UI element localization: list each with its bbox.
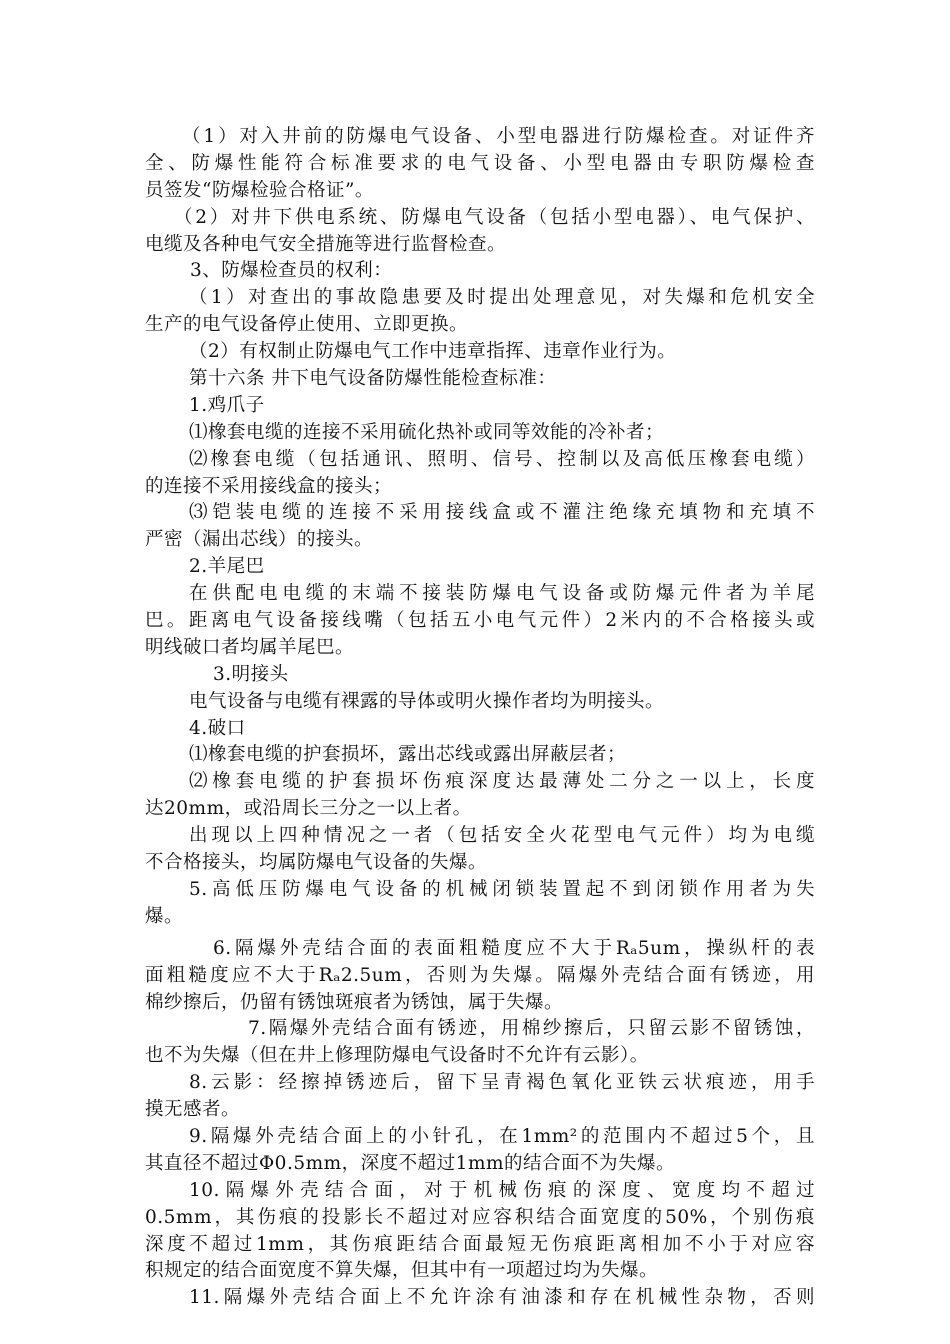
paragraph-line: ⑵橡套电缆（包括通讯、照明、信号、控制以及高低压橡套电缆）	[189, 448, 815, 470]
item-heading: 1.鸡爪子	[189, 394, 265, 416]
paragraph-line: 生产的电气设备停止使用、立即更换。	[145, 314, 469, 336]
paragraph-line: 达20mm，或沿周长三分之一以上者。	[145, 798, 472, 820]
paragraph-line: 电缆及各种电气安全措施等进行监督检查。	[145, 233, 507, 255]
paragraph-line: ⑵橡套电缆的护套损坏伤痕深度达最薄处二分之一以上，长度	[189, 771, 815, 793]
paragraph-line: （1）对入井前的防爆电气设备、小型电器进行防爆检查。对证件齐	[182, 126, 815, 147]
paragraph-line: 的连接不采用接线盒的接头；	[145, 475, 393, 497]
paragraph-line: ⑶铠装电缆的连接不采用接线盒或不灌注绝缘充填物和充填不	[189, 502, 815, 524]
paragraph-line: 全、防爆性能符合标准要求的电气设备、小型电器由专职防爆检查	[145, 152, 815, 174]
paragraph-line: 摸无感者。	[145, 1099, 241, 1121]
paragraph-line: ⑴橡套电缆的护套损坏，露出芯线或露出屏蔽层者；	[189, 744, 627, 766]
document-body	[145, 124, 815, 1312]
item-heading: 4.破口	[189, 717, 246, 739]
paragraph-line: 在供配电电缆的末端不接装防爆电气设备或防爆元件者为羊尾	[189, 583, 815, 605]
paragraph-line: 员签发“防爆检验合格证”。	[145, 179, 374, 201]
paragraph-line: 棉纱擦后，仍留有锈蚀斑痕者为锈蚀，属于失爆。	[145, 991, 564, 1013]
paragraph-line: ⑴橡套电缆的连接不采用硫化热补或同等效能的冷补者；	[189, 421, 665, 443]
paragraph-line: （2）有权制止防爆电气工作中违章指挥、违章作业行为。	[189, 341, 677, 363]
paragraph-line: 不合格接头，均属防爆电气设备的失爆。	[145, 852, 488, 874]
paragraph-line: 爆。	[145, 905, 184, 927]
paragraph-line: 明线破口者均属羊尾巴。	[145, 636, 355, 658]
paragraph-line: 其直径不超过Φ0.5mm，深度不超过1mm的结合面不为失爆。	[145, 1152, 676, 1174]
paragraph-line: 积规定的结合面宽度不算失爆，但其中有一项超过均为失爆。	[145, 1260, 659, 1282]
paragraph-line: 严密（漏出芯线）的接头。	[145, 529, 374, 551]
paragraph-line: 面粗糙度应不大于Rₐ2.5um，否则为失爆。隔爆外壳结合面有锈迹，用	[145, 964, 815, 986]
paragraph-line: 10.隔爆外壳结合面，对于机械伤痕的深度、宽度均不超过	[189, 1179, 815, 1201]
article-heading: 第十六条 井下电气设备防爆性能检查标准：	[189, 368, 557, 390]
section-heading: 3、防爆检查员的权利：	[190, 260, 393, 282]
paragraph-line: （1）对查出的事故隐患要及时提出处理意见，对失爆和危机安全	[189, 287, 815, 309]
paragraph-line: 也不为失爆（但在井上修理防爆电气设备时不允许有云影）。	[145, 1045, 649, 1067]
paragraph-line: 5.高低压防爆电气设备的机械闭锁装置起不到闭锁作用者为失	[189, 878, 815, 900]
paragraph-line: 电气设备与电缆有裸露的导体或明火操作者均为明接头。	[189, 690, 665, 712]
paragraph-line: 巴。距离电气设备接线嘴（包括五小电气元件）2米内的不合格接头或	[145, 610, 815, 632]
paragraph-line: 出现以上四种情况之一者（包括安全火花型电气元件）均为电缆	[189, 825, 815, 847]
paragraph-line: 0.5mm，其伤痕的投影长不超过对应容积结合面宽度的50%，个别伤痕	[145, 1206, 815, 1228]
item-heading: 3.明接头	[213, 663, 289, 685]
paragraph-line: 8.云影：经擦掉锈迹后，留下呈青褐色氧化亚铁云状痕迹，用手	[189, 1072, 815, 1094]
paragraph-line: （2）对井下供电系统、防爆电气设备（包括小型电器）、电气保护、	[174, 206, 815, 228]
paragraph-line: 9.隔爆外壳结合面上的小针孔，在1mm²的范围内不超过5个，且	[189, 1125, 815, 1147]
paragraph-line: 6.隔爆外壳结合面的表面粗糙度应不大于Rₐ5um，操纵杆的表	[213, 937, 815, 959]
item-heading: 2.羊尾巴	[189, 556, 265, 578]
paragraph-line: 7.隔爆外壳结合面有锈迹，用棉纱擦后，只留云影不留锈蚀，	[248, 1018, 815, 1040]
paragraph-line: 11.隔爆外壳结合面上不允许涂有油漆和存在机械性杂物，否则	[189, 1287, 815, 1309]
paragraph-line: 深度不超过1mm，其伤痕距结合面最短无伤痕距离相加不小于对应容	[145, 1233, 815, 1255]
